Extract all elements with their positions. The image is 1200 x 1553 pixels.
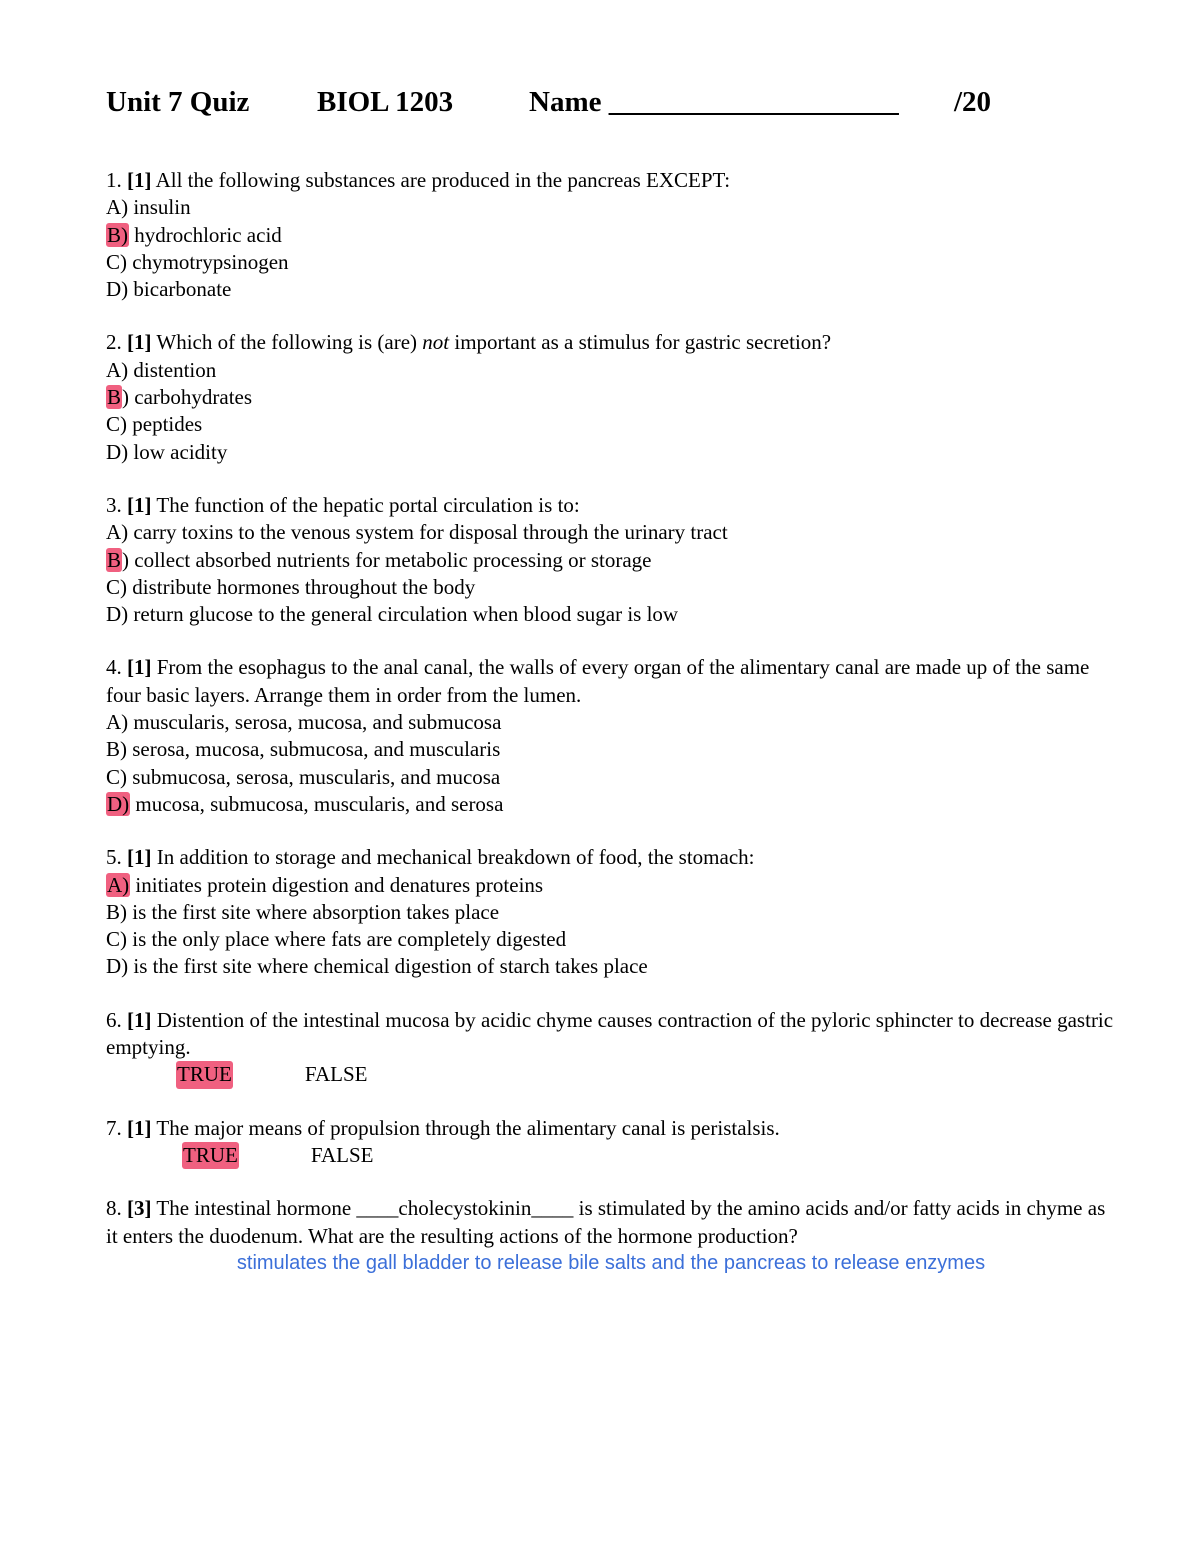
option-d: D) low acidity bbox=[106, 439, 228, 464]
emphasis-not: not bbox=[422, 330, 450, 355]
true-option-selected: TRUE bbox=[182, 1142, 239, 1169]
option-b: B) collect absorbed nutrients for metabolic processing or storage bbox=[107, 547, 652, 572]
option-b: B) is the first site where absorption takes place bbox=[106, 899, 500, 924]
question-points: [1] bbox=[127, 655, 152, 680]
option-c: C) is the only place where fats are completely digested bbox=[106, 927, 567, 952]
question-text: Distention of the intestinal mucosa by acidic chyme causes contraction of the pyloric sphincter to decrease gastric emptying. bbox=[106, 1007, 1114, 1060]
question-text: The function of the hepatic portal circulation is to: bbox=[151, 492, 580, 517]
question-number: 3. bbox=[106, 492, 122, 517]
option-b: B) hydrochloric acid bbox=[107, 222, 282, 247]
question-text: The major means of propulsion through the alimentary canal is peristalsis. bbox=[151, 1115, 780, 1140]
option-a: A) distention bbox=[106, 357, 217, 382]
question-text: All the following substances are produced in the pancreas EXCEPT: bbox=[151, 168, 731, 192]
question-text: In addition to storage and mechanical breakdown of food, the stomach: bbox=[151, 845, 755, 870]
question-stem bbox=[106, 1115, 1116, 1142]
name-field-label: Name ____________________ bbox=[529, 86, 899, 118]
option-c: C) peptides bbox=[106, 412, 203, 437]
option-a: A) initiates protein digestion and denatures proteins bbox=[107, 872, 544, 897]
question-4 bbox=[106, 654, 1116, 818]
written-answer: stimulates the gall bladder to release bile salts and the pancreas to release enzymes bbox=[236, 1251, 986, 1274]
option-a: A) carry toxins to the venous system for disposal through the urinary tract bbox=[106, 520, 728, 545]
question-points: [1] bbox=[127, 492, 152, 517]
score-total: /20 bbox=[954, 86, 992, 118]
question-number: 2. bbox=[106, 330, 122, 355]
question-stem bbox=[106, 654, 1116, 709]
option-b: B) serosa, mucosa, submucosa, and muscularis bbox=[106, 737, 501, 762]
question-number: 5. bbox=[106, 845, 122, 870]
option-b: B) carbohydrates bbox=[107, 385, 253, 410]
question-8 bbox=[106, 1195, 1116, 1277]
selected-answer-highlight: B) bbox=[107, 222, 128, 247]
question-text: The intestinal hormone ____cholecystokinin____ is stimulated by the amino acids and/or fatty acids in chyme as it enters the duodenum. What are the resulting actions of the hormone production? bbox=[106, 1196, 1106, 1248]
question-points: [1] bbox=[127, 1115, 152, 1140]
question-6 bbox=[106, 1007, 1116, 1089]
true-false-options bbox=[106, 1142, 1116, 1169]
question-number: 6. bbox=[106, 1007, 122, 1032]
selected-answer-highlight: A) bbox=[107, 872, 130, 897]
question-points: [1] bbox=[127, 330, 152, 355]
question-stem bbox=[106, 1195, 1116, 1250]
question-points: [3] bbox=[127, 1196, 152, 1221]
question-1 bbox=[106, 167, 1116, 303]
question-stem bbox=[106, 844, 1116, 871]
option-d: D) return glucose to the general circulation when blood sugar is low bbox=[106, 602, 679, 627]
question-2 bbox=[106, 329, 1116, 465]
question-number: 7. bbox=[106, 1115, 127, 1140]
quiz-content bbox=[106, 167, 1116, 1303]
question-text: From the esophagus to the anal canal, the walls of every organ of the alimentary canal are made up of the same four basic layers. Arrange them in order from the lumen. bbox=[106, 655, 1090, 707]
question-points: [1] bbox=[127, 845, 152, 870]
course-code: BIOL 1203 bbox=[317, 86, 454, 118]
option-c: C) submucosa, serosa, muscularis, and mucosa bbox=[106, 764, 501, 789]
question-number: 4. bbox=[106, 655, 122, 680]
option-a: A) insulin bbox=[106, 195, 191, 220]
option-d: D) bicarbonate bbox=[106, 277, 232, 302]
true-false-options bbox=[106, 1061, 1116, 1088]
question-stem bbox=[106, 492, 1116, 519]
question-7 bbox=[106, 1115, 1116, 1170]
quiz-header bbox=[106, 86, 991, 119]
question-number: 8. bbox=[106, 1196, 122, 1221]
quiz-title: Unit 7 Quiz bbox=[106, 86, 250, 118]
false-option: FALSE bbox=[304, 1062, 368, 1087]
false-option: FALSE bbox=[310, 1142, 374, 1167]
question-number: 1. bbox=[106, 168, 122, 192]
selected-answer-highlight: B bbox=[107, 385, 122, 410]
option-c: C) chymotrypsinogen bbox=[106, 249, 289, 274]
option-a: A) muscularis, serosa, mucosa, and submucosa bbox=[106, 710, 502, 735]
question-stem: 2. [1] Which of the following is (are) not important as a stimulus for gastric secretion? bbox=[106, 330, 832, 355]
option-c: C) distribute hormones throughout the body bbox=[106, 574, 476, 599]
question-5 bbox=[106, 844, 1116, 980]
question-3 bbox=[106, 492, 1116, 628]
question-stem bbox=[106, 167, 1116, 194]
true-option-selected: TRUE bbox=[176, 1061, 233, 1088]
option-d: D) is the first site where chemical digestion of starch takes place bbox=[106, 954, 648, 979]
question-stem bbox=[106, 1007, 1116, 1062]
selected-answer-highlight: B bbox=[107, 547, 122, 572]
question-points: [1] bbox=[127, 168, 152, 192]
selected-answer-highlight: D) bbox=[107, 791, 130, 816]
question-points: [1] bbox=[127, 1007, 152, 1032]
option-d: D) mucosa, submucosa, muscularis, and serosa bbox=[107, 791, 504, 816]
